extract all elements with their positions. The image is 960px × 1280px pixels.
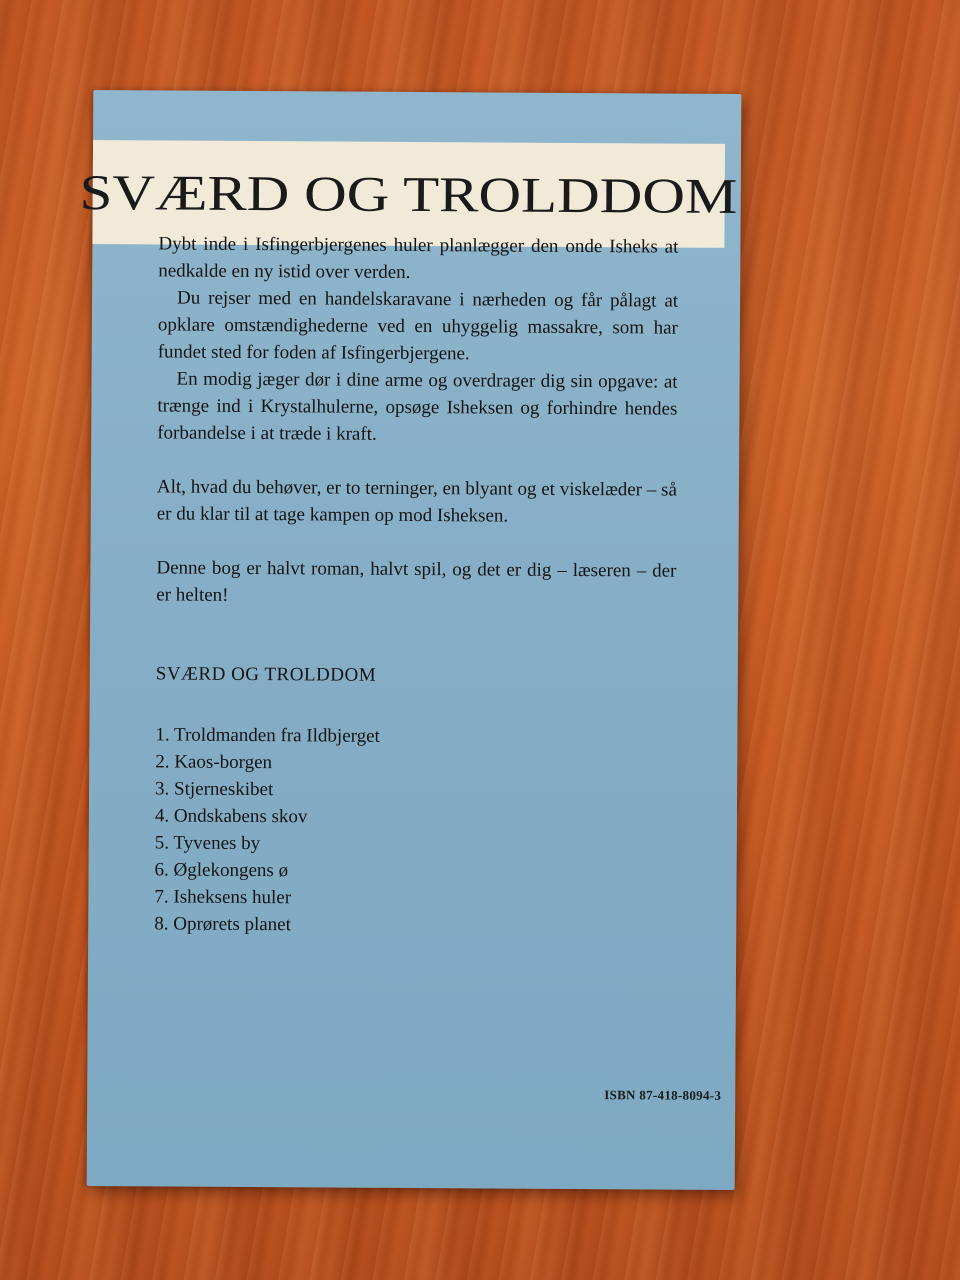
banner-title: SVÆRD OG TROLDDOM: [79, 163, 738, 224]
series-item: 1. Troldmanden fra Ildbjerget: [155, 724, 380, 747]
series-item: 3. Stjerneskibet: [155, 778, 274, 801]
isbn-label: ISBN 87-418-8094-3: [604, 1087, 722, 1103]
series-item: 7. Isheksens huler: [154, 886, 292, 909]
blurb-paragraph-3: En modig jæger dør i dine arme og overdrager dig sin opgave: at trænge ind i Krystalhulerne, opsøge Isheksen og forhindre hendes forbandelse i at træde i kraft.: [157, 368, 678, 445]
cover-text: [154, 230, 678, 940]
series-item: 6. Øglekongens ø: [154, 859, 289, 882]
series-list: [154, 721, 675, 940]
blurb-paragraph-5: Denne bog er halvt roman, halvt spil, og det er dig – læseren – der er helten!: [156, 557, 677, 606]
series-item: 8. Oprørets planet: [154, 913, 291, 936]
series-item: 4. Ondskabens skov: [154, 805, 308, 828]
series-item: 5. Tyvenes by: [154, 832, 261, 855]
series-item: 2. Kaos-borgen: [155, 751, 273, 774]
blurb-paragraph-4: Alt, hvad du behøver, er to terninger, en blyant og et viskelæder – så er du klar til at tage kampen op mod Isheksen.: [156, 476, 677, 527]
series-heading: SVÆRD OG TROLDDOM: [155, 663, 377, 686]
spacer: [157, 527, 677, 557]
blurb-paragraph-1: Dybt inde i Isfingerbjergenes huler planlægger den onde Isheks at nedkalde en ny istid over verden.: [158, 233, 679, 283]
spacer: [157, 446, 677, 476]
blurb-paragraph-2: Du rejser med en handelskaravane i nærheden og får pålagt at opklare omstændighederne ved en uhyggelig massakre, som har fundet sted for foden af Isfingerbjergene.: [157, 287, 679, 365]
book-back-cover: [79, 90, 742, 1190]
